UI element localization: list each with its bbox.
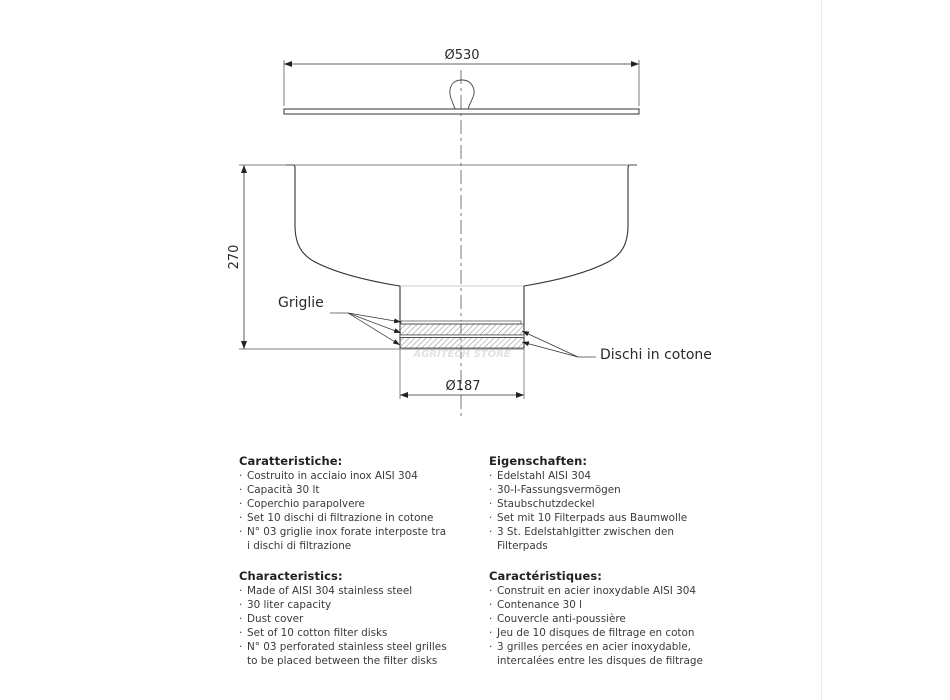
spec-item: · Costruito in acciaio inox AISI 304 [239, 469, 499, 483]
spec-item: · 30 liter capacity [239, 598, 499, 612]
spec-item: · N° 03 griglie inox forate interposte tra [239, 525, 499, 539]
spec-item: · Dust cover [239, 612, 499, 626]
spec-item: · Capacità 30 lt [239, 483, 499, 497]
spec-item: · Set 10 dischi di filtrazione in cotone [239, 511, 499, 525]
spec-item: · Set of 10 cotton filter disks [239, 626, 499, 640]
outlet-diameter-label: Ø187 [445, 379, 481, 394]
spec-item: · 3 St. Edelstahlgitter zwischen den [489, 525, 749, 539]
watermark: AGRITECH STORE [413, 349, 511, 360]
spec-block-english [239, 569, 499, 669]
spec-block-french [489, 569, 749, 669]
cotton-disks-leader [522, 331, 596, 357]
spec-item: · 3 grilles percées en acier inoxydable, [489, 640, 749, 654]
spec-item-continuation: to be placed between the filter disks [247, 655, 438, 668]
spec-list [489, 584, 749, 669]
spec-item: · Staubschutzdeckel [489, 497, 749, 511]
spec-title: Eigenschaften: [489, 454, 588, 468]
spec-title: Characteristics: [239, 569, 343, 583]
spec-item: · 30-l-Fassungsvermögen [489, 483, 749, 497]
spec-title: Caratteristiche: [239, 454, 343, 468]
spec-item: · Edelstahl AISI 304 [489, 469, 749, 483]
filter-stack [400, 321, 524, 348]
spec-item: · Set mit 10 Filterpads aus Baumwolle [489, 511, 749, 525]
grilles-callout: Griglie [278, 295, 324, 311]
spec-item-continuation: intercalées entre les disques de filtrage [497, 655, 703, 668]
spec-item: · Coperchio parapolvere [239, 497, 499, 511]
cotton-disks-callout: Dischi in cotone [600, 347, 712, 363]
spec-item: · Couvercle anti-poussière [489, 612, 749, 626]
height-label: 270 [227, 244, 242, 270]
spec-item-continuation: i dischi di filtrazione [247, 540, 352, 553]
lid-dimension [284, 60, 639, 106]
spec-block-german [489, 454, 749, 554]
lid-diameter-label: Ø530 [444, 48, 480, 63]
grilles-leader [330, 313, 401, 345]
spec-list [489, 469, 749, 554]
spec-item: · Contenance 30 l [489, 598, 749, 612]
spec-list [239, 584, 499, 669]
bowl-body [239, 165, 637, 348]
lid [284, 80, 639, 114]
spec-item: · N° 03 perforated stainless steel grilles [239, 640, 499, 654]
spec-title: Caractéristiques: [489, 569, 603, 583]
spec-list [239, 469, 499, 554]
spec-block-italian [239, 454, 499, 554]
spec-item: · Construit en acier inoxydable AISI 304 [489, 584, 749, 598]
spec-item: · Made of AISI 304 stainless steel [239, 584, 499, 598]
spec-item: · Jeu de 10 disques de filtrage en coton [489, 626, 749, 640]
spec-item-continuation: Filterpads [497, 540, 548, 553]
